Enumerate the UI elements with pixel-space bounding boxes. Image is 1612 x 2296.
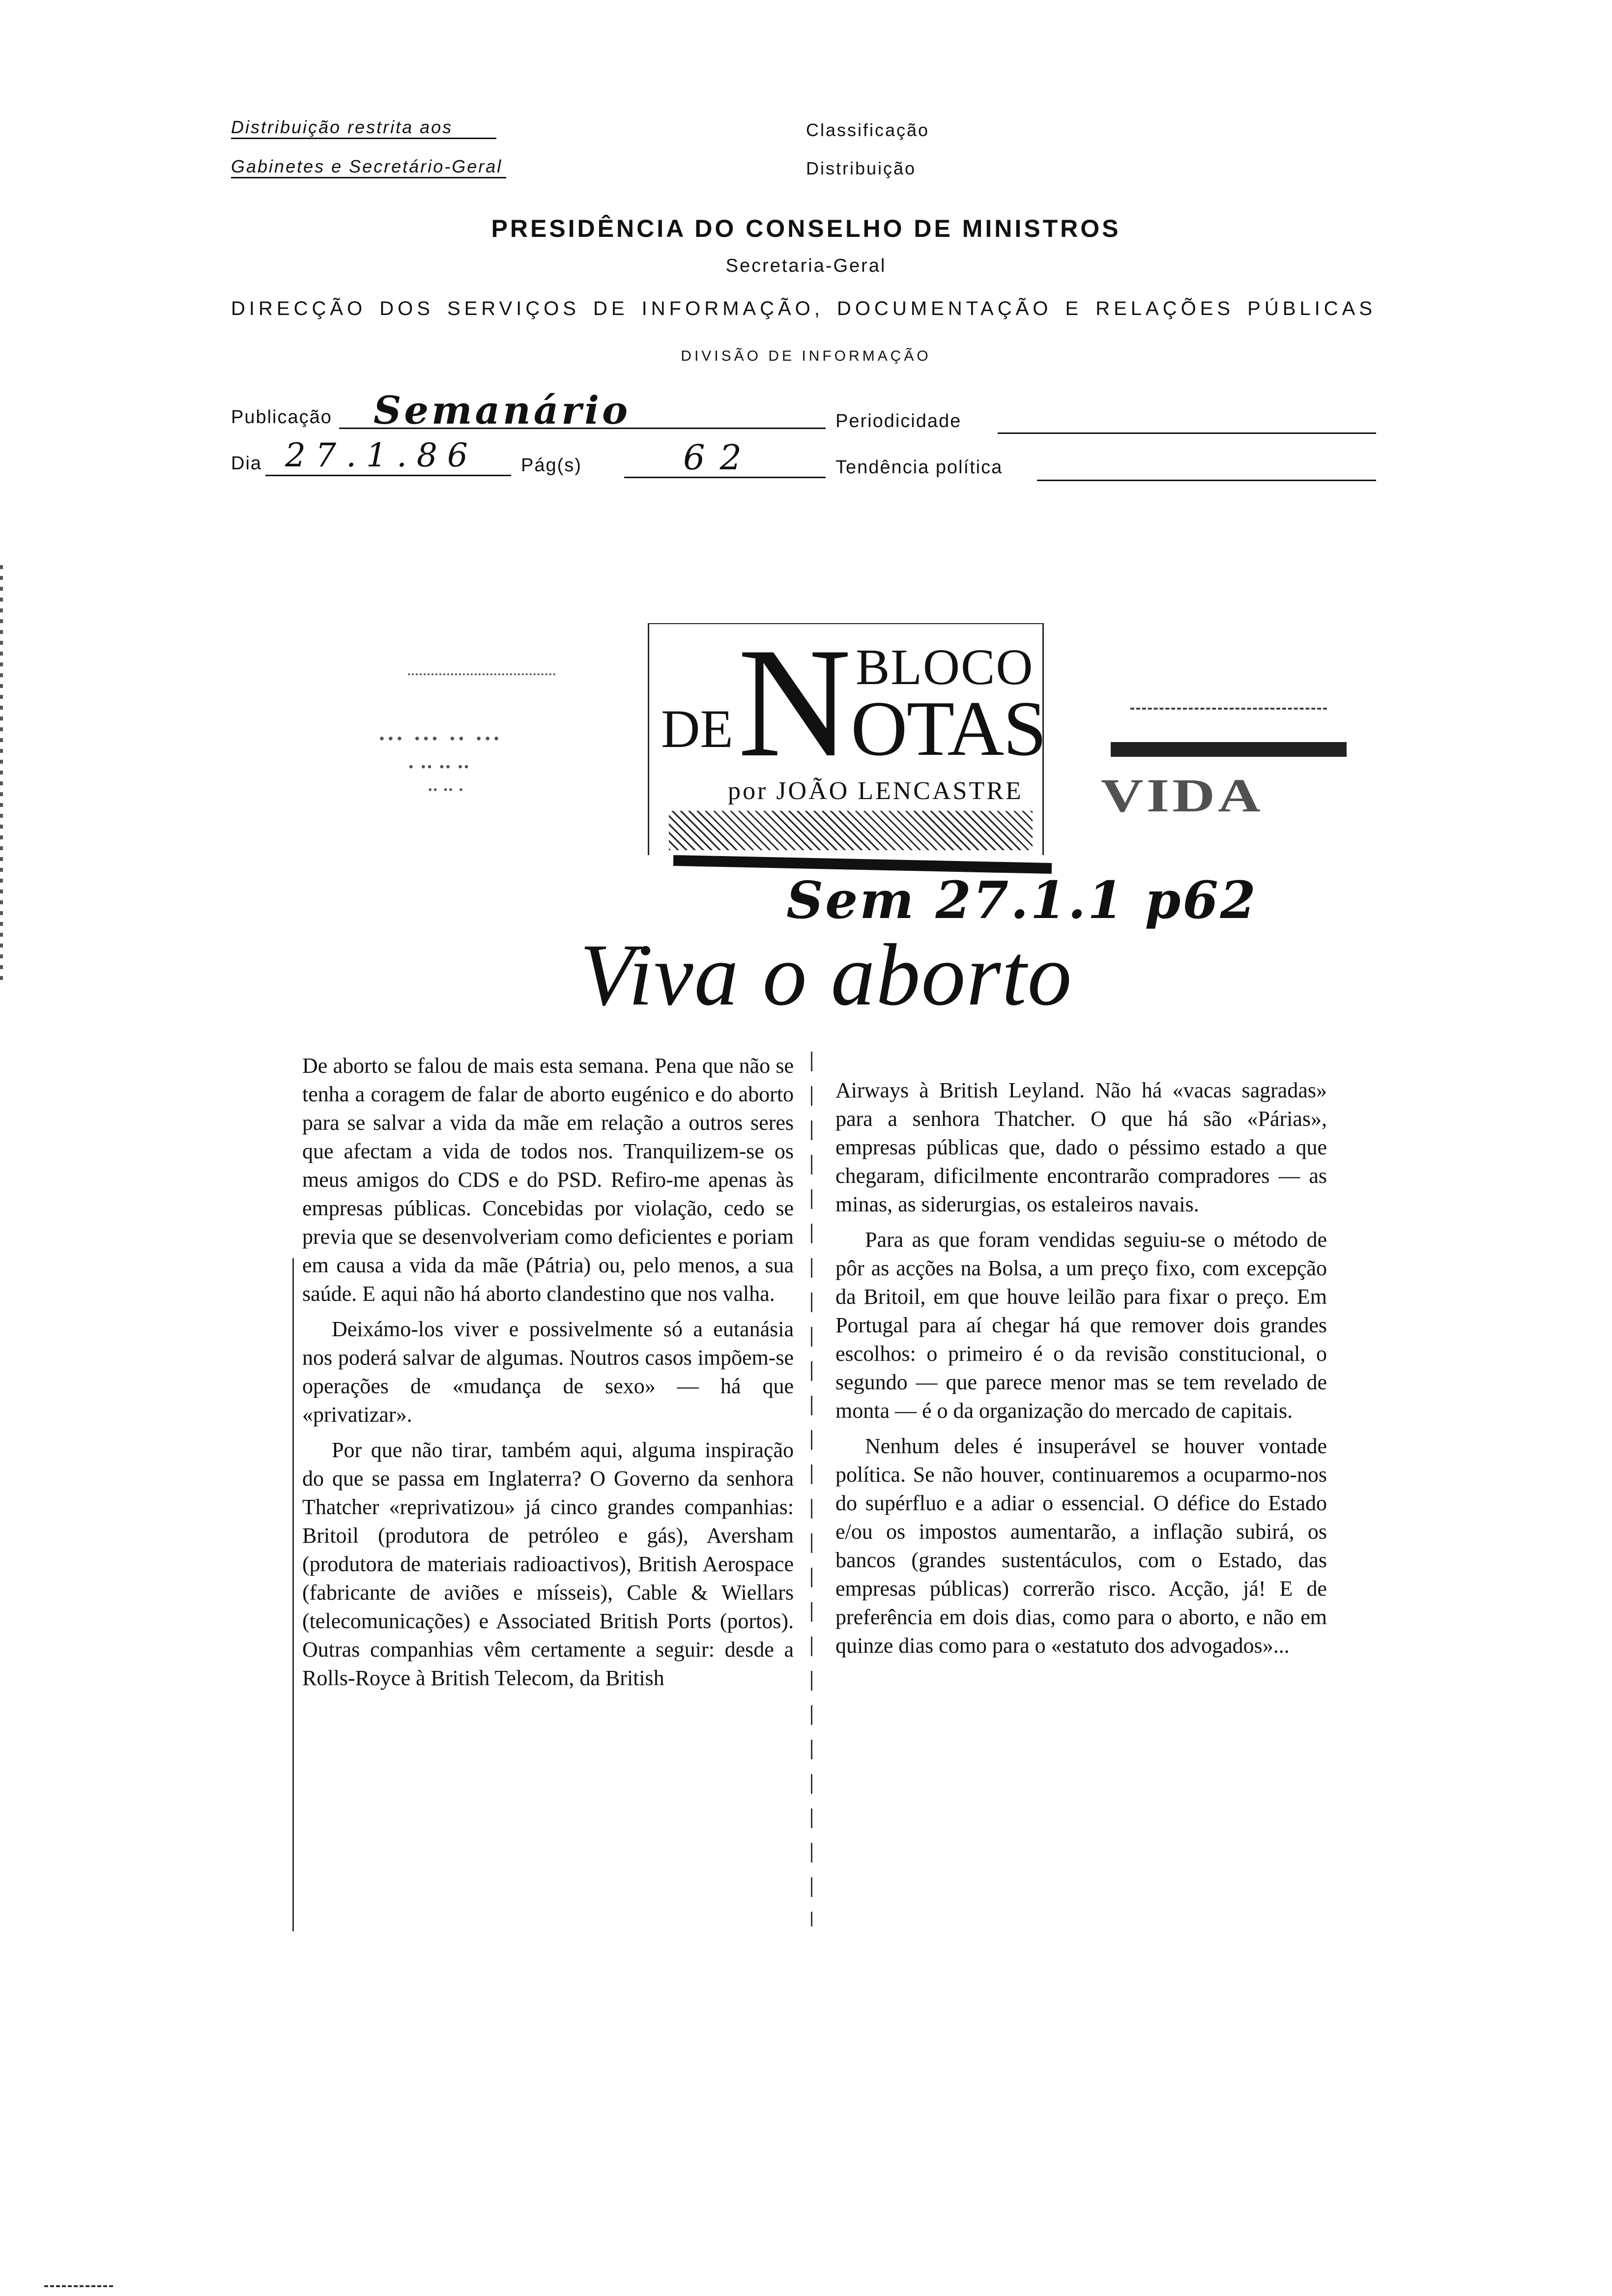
masthead-de: DE: [661, 699, 733, 759]
right-fragment-text: VIDA: [1101, 769, 1264, 822]
masthead-author: por JOÃO LENCASTRE: [728, 777, 1023, 805]
right-paragraph-3: Nenhum deles é insuperável se houver vontade política. Se não houver, continuaremos a ocuparmo-nos do supérfluo e a adiar o essencial. O défice do Estado e/ou os impostos aumentarão, a inflação subirá, os bancos (grandes sustentáculos, com o Estado, das empresas públicas) correrão risco. Acção, já! E de preferência em dois dias, como para o aborto, e não em quinze dias como para o «estatuto dos advogados»...: [835, 1434, 1327, 1658]
right-smudge-fragment: [1101, 668, 1356, 845]
article-headline: Viva o aborto: [580, 926, 1073, 1024]
day-label: Dia: [231, 453, 262, 474]
masthead-box: [648, 616, 1046, 855]
handwritten-annotation: Sem 27.1.1 p62: [786, 870, 1258, 930]
distribution-restricted-line1: Distribuição restrita aos: [231, 117, 496, 139]
tendency-label: Tendência política: [835, 457, 1003, 478]
scan-bottom-mark: [44, 2285, 113, 2289]
scan-edge-marks: [0, 565, 3, 983]
periodicity-label: Periodicidade: [835, 411, 962, 431]
department-line: DIRECÇÃO DOS SERVIÇOS DE INFORMAÇÃO, DOCUMENTAÇÃO E RELAÇÕES PÚBLICAS: [231, 298, 1376, 319]
left-paragraph-2: Deixámo-los viver e possivelmente só a eutanásia nos poderá salvar de algumas. Noutros casos impõem-se operações de «mudança de sexo» — há que «privatizar».: [302, 1317, 794, 1427]
masthead-n: N: [738, 616, 852, 790]
publication-label: Publicação: [231, 407, 332, 428]
article-right-column: [835, 1076, 1327, 1667]
article-left-column: [302, 1052, 794, 1699]
periodicity-field: [998, 432, 1376, 434]
division-line: DIVISÃO DE INFORMAÇÃO: [681, 348, 931, 364]
left-paragraph-3: Por que não tirar, também aqui, alguma inspiração do que se passa em Inglaterra? O Governo da senhora Thatcher «reprivatizou» já cinco grandes companhias: Britoil (produtora de petróleo e gás), Aversham (produtora de materiais radioactivos), British Aerospace (fabricante de aviões e mísseis), Cable & Wiellars (telecomunicações) e Associated British Ports (portos). Outras companhias vêm certamente a seguir: desde a Rolls-Royce à British Telecom, da British: [302, 1438, 794, 1690]
page-subtitle: Secretaria-Geral: [725, 256, 887, 276]
page-title: PRESIDÊNCIA DO CONSELHO DE MINISTROS: [491, 215, 1121, 242]
masthead-hatch-band: [669, 811, 1033, 850]
tendency-field: [1037, 480, 1376, 481]
left-column-rule: [292, 1258, 294, 1931]
publication-handwritten-value: Semanário: [374, 388, 631, 433]
distribution-restricted-line2: Gabinetes e Secretário-Geral: [231, 156, 506, 178]
pages-label: Pág(s): [521, 455, 582, 476]
classification-label: Classificação: [806, 120, 930, 140]
right-paragraph-2: Para as que foram vendidas seguiu-se o método de pôr as acções na Bolsa, a um preço fixo, com excepção da Britoil, em que houve leilão para fixar o preço. Em Portugal para aí chegar há que remover dois grandes escolhos: o primeiro é o da revisão constitucional, o segundo — que parece menor mas se tem revelado de monta — é o da organização do mercado de capitais.: [835, 1228, 1327, 1423]
masthead-otas: OTAS: [851, 685, 1046, 772]
right-paragraph-1: Airways à British Leyland. Não há «vacas sagradas» para a senhora Thatcher. O que há são «Párias», empresas públicas que, dado o péssimo estado a que chegaram, dificilmente encontrarão compradores — as minas, as siderurgias, os estaleiros navais.: [835, 1078, 1327, 1216]
column-divider: [811, 1052, 812, 1926]
left-paragraph-1: De aborto se falou de mais esta semana. Pena que não se tenha a coragem de falar de aborto eugénico e do aborto para se salvar a vida da mãe em relação a outros seres que afectam a vida de todos nos. Tranquilizem-se os meus amigos do CDS e do PSD. Refiro-me apenas às empresas públicas. Concebidas por violação, cedo se previa que se desenvolveriam como deficientes e poriam em causa a vida da mãe (Pátria) ou, pelo menos, a sua saúde. E aqui não há aborto clandestino que nos valha.: [302, 1054, 794, 1306]
day-handwritten-value: 27.1.86: [285, 436, 478, 474]
masthead-bloco: BLOCO: [856, 639, 1034, 695]
pages-handwritten-value: 62: [683, 437, 757, 478]
left-smudge-fragment: ··· ··· ·· ··· · ·· ·· ·· ·· ·· ·: [374, 673, 609, 811]
distribution-label: Distribuição: [806, 158, 917, 178]
day-field: [265, 475, 511, 476]
